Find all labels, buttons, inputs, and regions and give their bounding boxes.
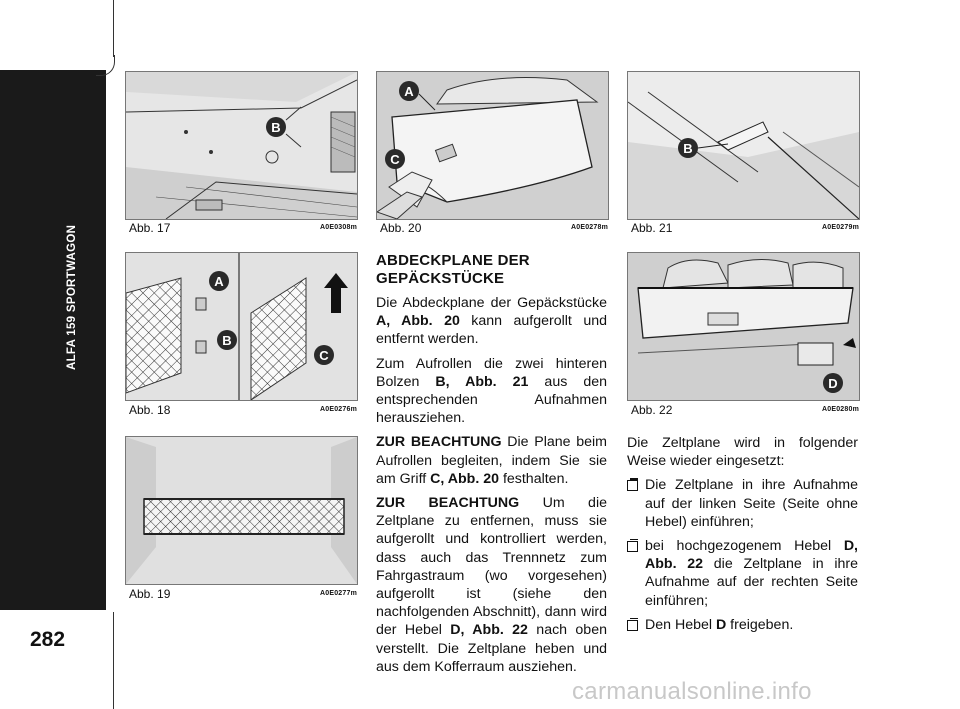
right-column xyxy=(627,434,858,640)
checkbox-bullet-icon xyxy=(627,541,638,552)
paragraph-note-1: ZUR BEACHTUNG Die Plane beim Aufrollen begleiten, indem Sie sie am Griff C, Abb. 20 festhalten. xyxy=(376,434,607,487)
figure-abb-17 xyxy=(125,71,358,220)
figure-abb-20 xyxy=(376,71,609,220)
sidebar-band xyxy=(0,70,106,610)
decor-curve-top xyxy=(96,55,115,76)
figure-abb-21-caption: Abb. 21 xyxy=(631,221,673,235)
figure-abb-18-label-a: A xyxy=(214,274,224,289)
figure-abb-18-label-b: B xyxy=(222,333,232,348)
paragraph-2: Zum Aufrollen die zwei hinteren Bolzen B, Abb. 21 aus den entsprechenden Aufnahmen herausziehen. xyxy=(376,355,607,427)
figure-abb-18 xyxy=(125,252,358,401)
figure-abb-19-code: A0E0277m xyxy=(320,590,358,597)
figure-abb-20-label-a: A xyxy=(404,84,414,99)
paragraph-note-2: ZUR BEACHTUNG Um die Zeltplane zu entfernen, muss sie aufgerollt und kontrolliert werden, dass auch das Trennnetz zum Fahrgastraum (wo vorgesehen) aufgerollt ist (siehe den nachfolgenden Abschnitt), dann wird der Hebel D, Abb. 22 nach oben verstellt. Die Zeltplane heben und aus dem Kofferraum ausziehen. xyxy=(376,495,607,675)
intro-paragraph: Die Zeltplane wird in folgender Weise wieder eingesetzt: xyxy=(627,435,858,470)
figure-abb-17-label-b: B xyxy=(271,120,281,135)
figure-abb-17-code: A0E0308m xyxy=(320,224,358,231)
figure-abb-20-label-c: C xyxy=(390,152,400,167)
figure-abb-21-label-b: B xyxy=(683,141,693,156)
figure-abb-21 xyxy=(627,71,860,220)
figure-abb-22 xyxy=(627,252,860,401)
list-item: bei hochgezogenem Hebel D, Abb. 22 die Zeltplane in ihre Aufnahme auf der rechten Seite einführen; xyxy=(627,537,858,610)
figure-abb-18-label-c: C xyxy=(319,348,329,363)
figure-abb-22-caption: Abb. 22 xyxy=(631,403,673,417)
section-heading: ABDECKPLANE DER GEPÄCKSTÜCKE xyxy=(376,252,530,287)
list-item: Die Zeltplane in ihre Aufnahme auf der linken Seite (Seite ohne Hebel) einführen; xyxy=(627,476,858,531)
paragraph-1: Die Abdeckplane der Gepäckstücke A, Abb. 20 kann aufgerollt und entfernt werden. xyxy=(376,295,607,348)
figure-abb-18-code: A0E0276m xyxy=(320,406,358,413)
decor-line-bottom xyxy=(113,612,114,709)
figure-abb-17-illustration xyxy=(126,72,357,219)
page-number: 282 xyxy=(30,628,66,651)
figure-abb-18-illustration xyxy=(126,253,357,400)
watermark: carmanualsonline.info xyxy=(572,678,812,705)
figure-abb-19-illustration xyxy=(126,437,357,584)
checkbox-bullet-icon xyxy=(627,480,638,491)
figure-abb-22-code: A0E0280m xyxy=(822,406,860,413)
middle-column xyxy=(376,252,607,682)
checkbox-bullet-icon xyxy=(627,620,638,631)
figure-abb-18-caption: Abb. 18 xyxy=(129,403,171,417)
figure-abb-22-label-d: D xyxy=(828,376,838,391)
figure-abb-20-code: A0E0278m xyxy=(571,224,609,231)
figure-abb-22-illustration xyxy=(628,253,859,400)
figure-abb-21-illustration xyxy=(628,72,859,219)
figure-abb-19 xyxy=(125,436,358,585)
figure-abb-20-caption: Abb. 20 xyxy=(380,221,422,235)
sidebar-title: ALFA 159 SPORTWAGON xyxy=(66,224,78,370)
figure-abb-20-illustration xyxy=(377,72,608,219)
decor-line-top xyxy=(113,0,114,57)
list-item: Den Hebel D freigeben. xyxy=(627,616,858,634)
figure-abb-19-caption: Abb. 19 xyxy=(129,587,171,601)
figure-abb-21-code: A0E0279m xyxy=(822,224,860,231)
figure-abb-17-caption: Abb. 17 xyxy=(129,221,171,235)
